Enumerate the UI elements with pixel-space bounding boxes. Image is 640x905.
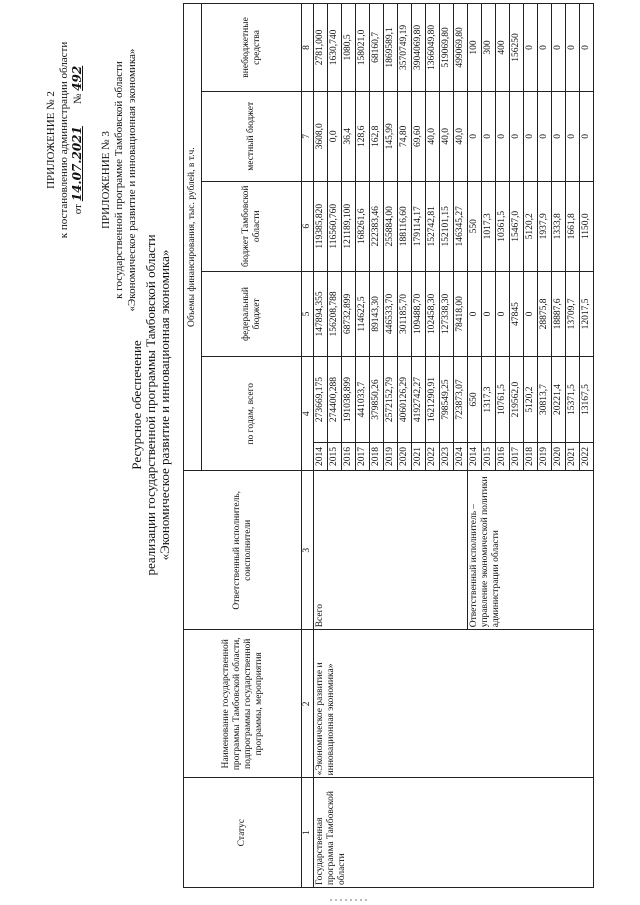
cell-total: 4192742,27	[412, 357, 426, 443]
cell-federal: 102458,30	[426, 271, 440, 357]
cell-year: 2023	[440, 442, 454, 471]
cell-regional: 179114,17	[412, 181, 426, 271]
cell-year: 2017	[356, 442, 370, 471]
cell-year: 2020	[552, 442, 566, 471]
cell-extra: 1080,5	[342, 4, 356, 92]
cell-federal: 28875,8	[538, 271, 552, 357]
cell-year: 2021	[566, 442, 580, 471]
cell-local: 0	[524, 91, 538, 181]
cell-local: 0	[482, 91, 496, 181]
table-row	[314, 4, 328, 888]
cell-extra: 0	[524, 4, 538, 92]
cell-extra: 156250	[510, 4, 524, 92]
cell-regional: 188116,60	[398, 181, 412, 271]
cell-total: 1621290,91	[426, 357, 440, 443]
executor-cell: Всего	[314, 471, 468, 630]
cell-regional: 1333,8	[552, 181, 566, 271]
decree-date-line	[71, 15, 85, 265]
cell-regional: 1150,0	[580, 181, 594, 271]
cell-regional: 1937,9	[538, 181, 552, 271]
col-index-3: 3	[302, 471, 314, 630]
cell-local: 40,0	[454, 91, 468, 181]
number-prefix: №	[72, 93, 84, 105]
cell-total: 5120,2	[524, 357, 538, 443]
cell-extra: 158021,0	[356, 4, 370, 92]
cell-federal: 127338,30	[440, 271, 454, 357]
appendix3-program: «Экономическое развитие и инновационная экономика»	[126, 48, 138, 312]
cell-extra: 300	[482, 4, 496, 92]
col-index-5: 5	[302, 271, 314, 357]
cell-local: 3608,0	[314, 91, 328, 181]
cell-regional: 10361,5	[496, 181, 510, 271]
header-status: Статус	[184, 778, 302, 888]
cell-total: 723873,07	[454, 357, 468, 443]
appendix3-reference: к государственной программе Тамбовской области	[113, 61, 125, 299]
resource-table	[183, 3, 594, 888]
cell-total: 219562,0	[510, 357, 524, 443]
title-line-3: «Экономическое развитие и инновационная экономика»	[157, 249, 172, 561]
col-index-4: 4	[302, 357, 314, 471]
cell-regional: 15467,0	[510, 181, 524, 271]
cell-extra: 0	[566, 4, 580, 92]
appendix2-label: ПРИЛОЖЕНИЕ № 2	[45, 91, 57, 189]
header-federal: федеральный бюджет	[202, 271, 302, 357]
cell-federal: 0	[524, 271, 538, 357]
cell-regional: 222383,46	[370, 181, 384, 271]
cell-extra: 499069,80	[454, 4, 468, 92]
cell-total: 15371,5	[566, 357, 580, 443]
cell-total: 650	[468, 357, 482, 443]
cell-total: 30813,7	[538, 357, 552, 443]
cell-local: 0	[468, 91, 482, 181]
cell-total: 2572152,79	[384, 357, 398, 443]
cell-extra: 100	[468, 4, 482, 92]
col-index-6: 6	[302, 181, 314, 271]
cell-year: 2015	[482, 442, 496, 471]
decree-number: 492	[70, 65, 84, 91]
cell-regional: 1661,8	[566, 181, 580, 271]
cell-extra: 2781,000	[314, 4, 328, 92]
cell-year: 2016	[496, 442, 510, 471]
cell-regional: 146345,27	[454, 181, 468, 271]
cell-federal: 78418,00	[454, 271, 468, 357]
cell-extra: 0	[580, 4, 594, 92]
cell-federal: 147894,355	[314, 271, 328, 357]
cell-total: 274400,288	[328, 357, 342, 443]
cell-regional: 168261,6	[356, 181, 370, 271]
status-cell: Государственная программа Тамбовской области	[314, 778, 594, 888]
cell-year: 2019	[538, 442, 552, 471]
cell-local: 0	[566, 91, 580, 181]
cell-total: 10761,5	[496, 357, 510, 443]
cell-local: 0	[552, 91, 566, 181]
cell-local: 69,60	[412, 91, 426, 181]
header-regional: бюджет Тамбовской области	[202, 181, 302, 271]
col-index-1: 1	[302, 778, 314, 888]
scan-margin-mark	[330, 897, 370, 903]
cell-year: 2022	[580, 442, 594, 471]
cell-local: 40,0	[426, 91, 440, 181]
cell-regional: 119385,820	[314, 181, 328, 271]
cell-regional: 152101,15	[440, 181, 454, 271]
cell-extra: 400	[496, 4, 510, 92]
appendix2-reference: к постановлению администрации области	[58, 41, 70, 239]
cell-year: 2018	[370, 442, 384, 471]
cell-regional: 121189,100	[342, 181, 356, 271]
cell-federal: 89143,30	[370, 271, 384, 357]
title-line-2: реализации государственной программы Тамбовской области	[143, 234, 158, 576]
cell-federal: 156208,788	[328, 271, 342, 357]
cell-federal: 18887,6	[552, 271, 566, 357]
header-executor: Ответственный исполнитель, соисполнители	[184, 471, 302, 630]
title-line-1: Ресурсное обеспечение	[129, 340, 144, 470]
resource-table-body	[314, 4, 594, 888]
cell-total: 191038,899	[342, 357, 356, 443]
cell-federal: 68732,899	[342, 271, 356, 357]
cell-federal: 12017,5	[580, 271, 594, 357]
header-extra: внебюджетные средства	[202, 4, 302, 92]
cell-federal: 0	[496, 271, 510, 357]
cell-total: 273669,175	[314, 357, 328, 443]
header-name: Наименование государственной программы Тамбовской области, подпрограммы государственной программы, мероприятия	[184, 630, 302, 778]
cell-total: 798549,25	[440, 357, 454, 443]
cell-local: 145,99	[384, 91, 398, 181]
cell-year: 2024	[454, 442, 468, 471]
cell-local: 0,0	[328, 91, 342, 181]
cell-regional: 152742,81	[426, 181, 440, 271]
cell-federal: 301185,70	[398, 271, 412, 357]
executor-cell: Ответственный исполнитель – управление экономической политики администрации области	[468, 471, 594, 630]
col-index-2: 2	[302, 630, 314, 778]
cell-federal: 446533,70	[384, 271, 398, 357]
column-index-row	[302, 4, 314, 888]
cell-total: 441033,7	[356, 357, 370, 443]
cell-local: 0	[580, 91, 594, 181]
decree-date: 14.07.2021	[70, 126, 84, 202]
cell-year: 2019	[384, 442, 398, 471]
cell-extra: 1366049,80	[426, 4, 440, 92]
cell-year: 2014	[314, 442, 328, 471]
cell-federal: 0	[482, 271, 496, 357]
col-index-8: 8	[302, 4, 314, 92]
cell-regional: 255884,00	[384, 181, 398, 271]
cell-local: 128,6	[356, 91, 370, 181]
cell-total: 379850,26	[370, 357, 384, 443]
cell-extra: 68160,7	[370, 4, 384, 92]
cell-total: 20221,4	[552, 357, 566, 443]
header-by-years: по годам, всего	[202, 357, 302, 471]
cell-extra: 3570749,19	[398, 4, 412, 92]
cell-regional: 5120,2	[524, 181, 538, 271]
cell-federal: 0	[468, 271, 482, 357]
document-title	[130, 55, 172, 755]
cell-federal: 109488,70	[412, 271, 426, 357]
cell-regional: 550	[468, 181, 482, 271]
cell-regional: 1017,3	[482, 181, 496, 271]
cell-year: 2016	[342, 442, 356, 471]
appendix-header	[45, 15, 85, 265]
cell-local: 36,4	[342, 91, 356, 181]
cell-year: 2018	[524, 442, 538, 471]
cell-local: 40,0	[440, 91, 454, 181]
header-volumes: Объемы финансирования, тыс. рублей, в т.ч.	[184, 4, 202, 471]
cell-extra: 519069,80	[440, 4, 454, 92]
cell-extra: 3904069,80	[412, 4, 426, 92]
cell-regional: 116560,760	[328, 181, 342, 271]
appendix3-label: ПРИЛОЖЕНИЕ № 3	[100, 131, 112, 229]
cell-extra: 0	[552, 4, 566, 92]
header-local: местный бюджет	[202, 91, 302, 181]
cell-local: 74,80	[398, 91, 412, 181]
cell-extra: 0	[538, 4, 552, 92]
cell-year: 2015	[328, 442, 342, 471]
cell-year: 2014	[468, 442, 482, 471]
program-name-cell: «Экономическое развитие и инновационная экономика»	[314, 630, 594, 778]
cell-year: 2020	[398, 442, 412, 471]
date-prefix: от	[72, 204, 84, 215]
cell-total: 4060126,29	[398, 357, 412, 443]
cell-local: 0	[510, 91, 524, 181]
cell-total: 13167,5	[580, 357, 594, 443]
cell-federal: 13709,7	[566, 271, 580, 357]
cell-federal: 47845	[510, 271, 524, 357]
cell-year: 2021	[412, 442, 426, 471]
cell-federal: 114622,5	[356, 271, 370, 357]
cell-local: 0	[538, 91, 552, 181]
cell-extra: 1869589,1	[384, 4, 398, 92]
cell-extra: 1630,740	[328, 4, 342, 92]
cell-local: 162,8	[370, 91, 384, 181]
col-index-7: 7	[302, 91, 314, 181]
cell-year: 2022	[426, 442, 440, 471]
cell-year: 2017	[510, 442, 524, 471]
cell-total: 1317,3	[482, 357, 496, 443]
cell-local: 0	[496, 91, 510, 181]
